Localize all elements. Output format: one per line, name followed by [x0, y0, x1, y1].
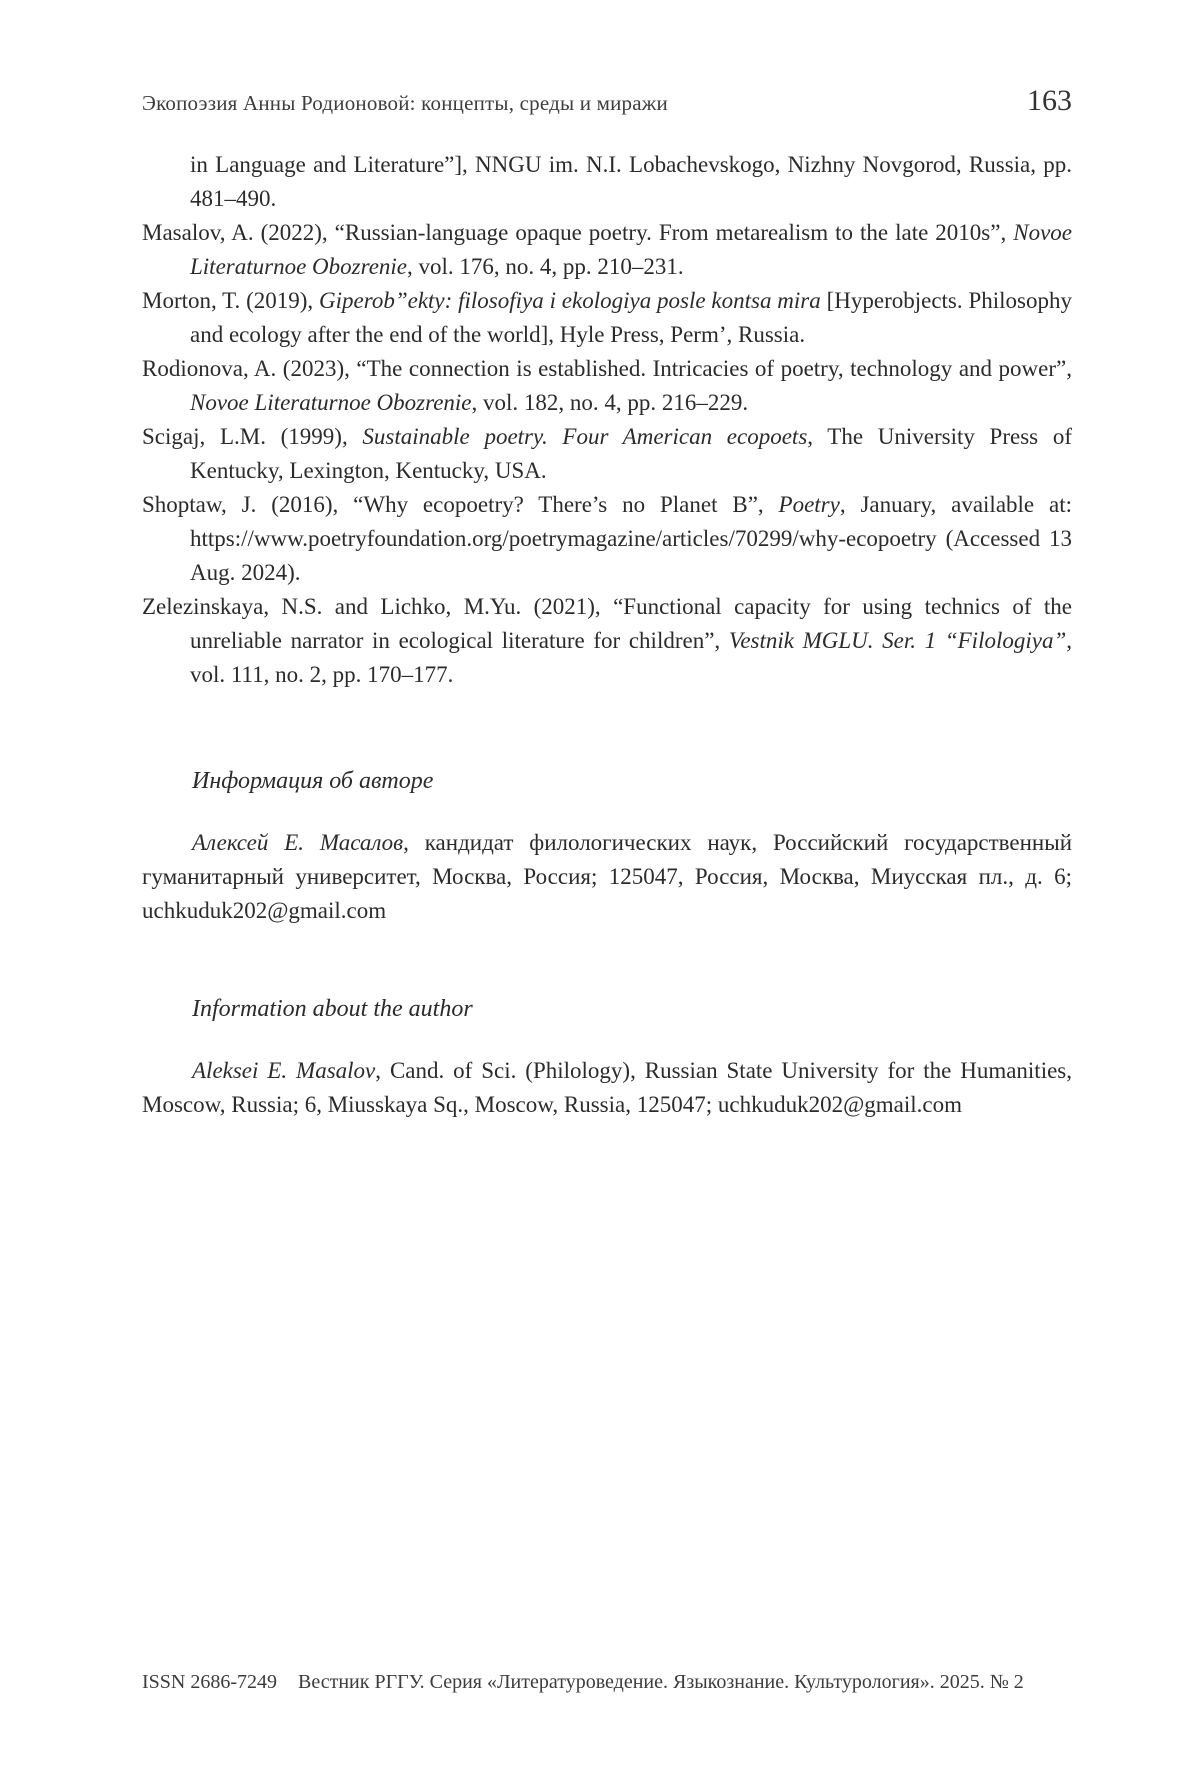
page-content [142, 148, 1072, 1122]
reference-entry: Rodionova, A. (2023), “The connection is established. Intricacies of poetry, technology and power”, Novoe Literaturnoe Obozrenie, vol. 182, no. 4, pp. 216–229. [142, 356, 1072, 415]
reference-entry: Zelezinskaya, N.S. and Lichko, M.Yu. (2021), “Functional capacity for using technics of the unreliable narrator in ecological literature for children”, Vestnik MGLU. Ser. 1 “Filologiya”, vol. 111, no. 2, pp. 170–177. [142, 594, 1072, 687]
reference-entry: in Language and Literature”], NNGU im. N.I. Lobachevskogo, Nizhny Novgorod, Russia, pp. 481–490. [190, 152, 1072, 211]
references-list [142, 148, 1072, 692]
running-head-title: Экопоэзия Анны Родионовой: концепты, среды и миражи [142, 91, 668, 115]
author-info-en-heading: Information about the author [192, 996, 473, 1022]
reference-entry: Morton, T. (2019), Giperob”ekty: filosofiya i ekologiya posle kontsa mira [Hyperobjects. Philosophy and ecology after the end of the world], Hyle Press, Perm’, Russia. [142, 288, 1072, 347]
author-info-ru-paragraph: Алексей Е. Масалов, кандидат филологических наук, Российский государственный гуманитарный университет, Москва, Россия; 125047, Россия, Москва, Миусская пл., д. 6; uchkuduk202@gmail.com [142, 830, 1072, 923]
running-header [142, 84, 1072, 118]
footer-issn: ISSN 2686-7249 [142, 1671, 278, 1693]
page-number: 163 [1027, 84, 1072, 117]
author-info-ru-heading: Информация об авторе [192, 768, 434, 794]
reference-entry: Scigaj, L.M. (1999), Sustainable poetry. Four American ecopoets, The University Press of Kentucky, Lexington, Kentucky, USA. [142, 424, 1072, 483]
reference-entry: Masalov, A. (2022), “Russian-language opaque poetry. From metarealism to the late 2010s”, Novoe Literaturnoe Obozrenie, vol. 176, no. 4, pp. 210–231. [142, 220, 1072, 279]
page-footer [142, 1669, 1072, 1695]
author-info-en-paragraph: Aleksei E. Masalov, Cand. of Sci. (Philology), Russian State University for the Humanities, Moscow, Russia; 6, Miusskaya Sq., Moscow, Russia, 125047; uchkuduk202@gmail.com [142, 1058, 1072, 1117]
footer-journal-title: Вестник РГГУ. Серия «Литературоведение. Языкознание. Культурология». 2025. № 2 [298, 1671, 1024, 1693]
reference-entry: Shoptaw, J. (2016), “Why ecopoetry? There’s no Planet B”, Poetry, January, available at: https://www.poetryfoundation.org/poetrymagazine/articles/70299/why-ecopoetry (Accessed 13 Aug. 2024). [142, 492, 1072, 585]
